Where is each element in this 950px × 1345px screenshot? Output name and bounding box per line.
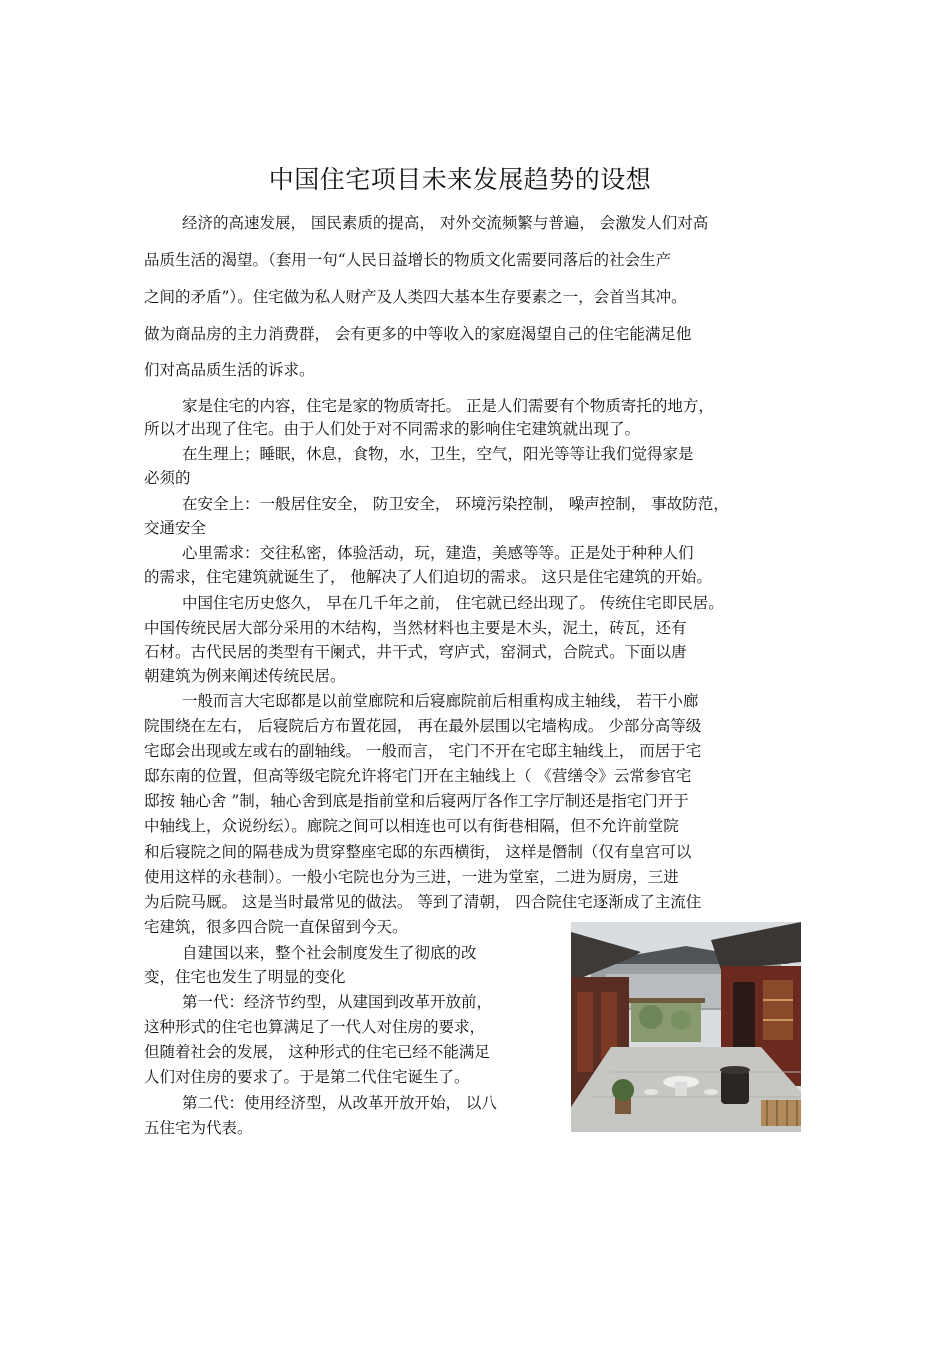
paragraph-line: 在安全上：一般居住安全， 防卫安全， 环境污染控制， 噪声控制， 事故防范，: [182, 495, 729, 513]
paragraph-line: 和后寝院之间的隔巷成为贯穿整座宅邸的东西横街， 这样是僭制（仅有皇宫可以: [144, 843, 692, 861]
paragraph-line: 第二代：使用经济型，从改革开放开始， 以八: [182, 1094, 497, 1112]
paragraph-line: 宅建筑，很多四合院一直保留到今天。: [144, 918, 408, 936]
paragraph-line: 邸按 轴心舍 ”制，轴心舍到底是指前堂和后寝两厅各作工字厅制还是指宅门开于: [144, 792, 689, 810]
paragraph-line: 的需求，住宅建筑就诞生了， 他解决了人们迫切的需求。 这只是住宅建筑的开始。: [144, 568, 712, 586]
paragraph-line: 院围绕在左右， 后寝院后方布置花园， 再在最外层围以宅墙构成。 少部分高等级: [144, 717, 702, 735]
paragraph-line: 必须的: [144, 469, 191, 487]
paragraph-line: 自建国以来，整个社会制度发生了彻底的改: [182, 944, 477, 962]
paragraph-line: 在生理上；睡眠，休息，食物，水，卫生，空气，阳光等等让我们觉得家是: [182, 445, 694, 463]
paragraph-line: 朝建筑为例来阐述传统民居。: [144, 667, 346, 685]
paragraph-line: 们对高品质生活的诉求。: [144, 361, 315, 379]
paragraph-line: 经济的高速发展， 国民素质的提高， 对外交流频繁与普遍， 会激发人们对高: [182, 214, 709, 232]
paragraph-line: 但随着社会的发展， 这种形式的住宅已经不能满足: [144, 1043, 490, 1061]
paragraph-line: 中国传统民居大部分采用的木结构，当然材料也主要是木头，泥土，砖瓦，还有: [144, 619, 687, 637]
paragraph-line: 为后院马厩。 这是当时最常见的做法。 等到了清朝， 四合院住宅逐渐成了主流住: [144, 893, 702, 911]
page-title: 中国住宅项目未来发展趋势的设想: [268, 165, 652, 194]
paragraph-line: 五住宅为代表。: [144, 1119, 253, 1137]
paragraph-line: 中轴线上，众说纷纭）。廊院之间可以相连也可以有街巷相隔，但不允许前堂院: [144, 817, 679, 835]
paragraph-line: 宅邸会出现或左或右的副轴线。 一般而言， 宅门不开在宅邸主轴线上， 而居于宅: [144, 742, 702, 760]
paragraph-line: 交通安全: [144, 519, 207, 537]
paragraph-line: 所以才出现了住宅。由于人们处于对不同需求的影响住宅建筑就出现了。: [144, 420, 641, 438]
paragraph-line: 变，住宅也发生了明显的变化: [144, 968, 346, 986]
paragraph-line: 中国住宅历史悠久， 早在几千年之前， 住宅就已经出现了。 传统住宅即民居。: [182, 594, 724, 612]
paragraph-line: 第一代：经济节约型，从建国到改革开放前，: [182, 993, 493, 1011]
paragraph-line: 石材。古代民居的类型有干阑式，井干式，穹庐式，窑洞式，合院式。下面以唐: [144, 643, 687, 661]
paragraph-line: 家是住宅的内容，住宅是家的物质寄托。 正是人们需要有个物质寄托的地方，: [182, 397, 714, 415]
paragraph-line: 之间的矛盾”）。住宅做为私人财产及人类四大基本生存要素之一，会首当其冲。: [144, 288, 687, 306]
paragraph-line: 做为商品房的主力消费群， 会有更多的中等收入的家庭渴望自己的住宅能满足他: [144, 325, 692, 343]
paragraph-line: 邸东南的位置，但高等级宅院允许将宅门开在主轴线上（ 《营缮令》云常参官宅: [144, 767, 692, 785]
paragraph-line: 人们对住房的要求了。于是第二代住宅诞生了。: [144, 1068, 470, 1086]
paragraph-line: 品质生活的渴望。（套用一句“人民日益增长的物质文化需要同落后的社会生产: [144, 251, 672, 269]
paragraph-line: 使用这样的永巷制）。一般小宅院也分为三进，一进为堂室，二进为厨房，三进: [144, 868, 679, 886]
paragraph-line: 一般而言大宅邸都是以前堂廊院和后寝廊院前后相重构成主轴线， 若干小廊: [182, 692, 699, 710]
paragraph-line: 心里需求：交往私密，体验活动，玩，建造，美感等等。正是处于种种人们: [182, 544, 694, 562]
courtyard-photo: [571, 922, 801, 1132]
paragraph-line: 这种形式的住宅也算满足了一代人对住房的要求，: [144, 1018, 486, 1036]
